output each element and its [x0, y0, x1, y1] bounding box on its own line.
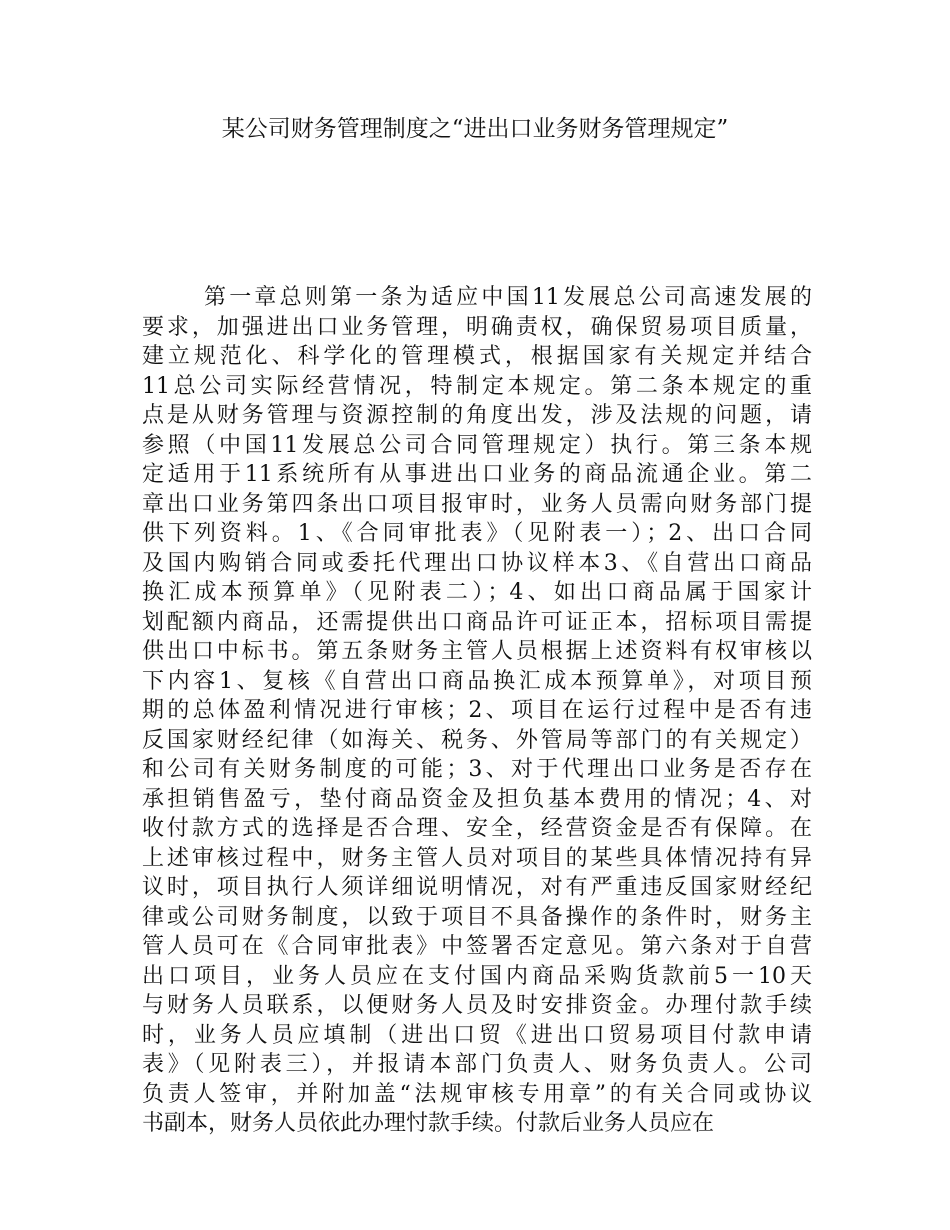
- body-line: 供出口中标书。第五条财务主管人员根据上述资料有权审核以: [142, 639, 812, 664]
- body-line: 负责人签审，并附加盖“法规审核专用章”的有关合同或协议: [142, 1081, 812, 1107]
- body-line: 管人员可在《合同审批表》中签署否定意见。第六条对于自营: [142, 934, 812, 959]
- body-line: 点是从财务管理与资源控制的角度出发，涉及法规的问题，请: [142, 403, 812, 428]
- document-title: 某公司财务管理制度之“进出口业务财务管理规定”: [221, 116, 729, 142]
- body-line: 承担销售盈亏，垫付商品资金及担负基本费用的情况；4、对: [142, 786, 812, 812]
- body-line: 11总公司实际经营情况，特制定本规定。第二条本规定的重: [142, 373, 812, 399]
- body-line: 建立规范化、科学化的管理模式，根据国家有关规定并结合: [142, 344, 812, 369]
- body-line: 律或公司财务制度，以致于项目不具备操作的条件时，财务主: [142, 904, 812, 930]
- body-line: 书副本，财务人员依此办理忖款手续。付款后业务人员应在: [142, 1111, 715, 1136]
- body-line: 及国内购销合同或委托代理出口协议样本3、《自营出口商品: [142, 550, 812, 576]
- body-line: 换汇成本预算单》（见附表二）；4、如出口商品属于国家计: [142, 580, 812, 605]
- body-line: 表》（见附表三），并报请本部门负责人、财务负责人。公司: [142, 1052, 812, 1077]
- body-line: 供下列资料。1、《合同审批表》（见附表一）；2、出口合同: [142, 521, 812, 546]
- body-line: 反国家财经纪律（如海关、税务、外管局等部门的有关规定）: [142, 727, 812, 753]
- body-line: 下内容1、复核《自营出口商品换汇成本预算单》，对项目预: [142, 668, 812, 694]
- body-line: 与财务人员联系，以便财务人员及时安排资金。办理付款手续: [142, 993, 812, 1018]
- body-line: 上述审核过程中，财务主管人员对项目的某些具体情况持有异: [142, 845, 812, 871]
- body-line: 期的总体盈利情况进行审核；2、项目在运行过程中是否有违: [142, 698, 812, 723]
- document-body: [142, 283, 812, 1139]
- body-line: 和公司有关财务制度的可能；3、对于代理出口业务是否存在: [142, 757, 812, 782]
- body-line: 时，业务人员应填制（进出口贸《进出口贸易项目付款申请: [142, 1022, 812, 1048]
- body-line: 章出口业务第四条出口项目报审时，业务人员需向财务部门提: [142, 491, 812, 517]
- body-line: 议时，项目执行人须详细说明情况，对有严重违反国家财经纪: [142, 875, 812, 900]
- body-line: 划配额内商品，还需提供出口商品许可证正本，招标项目需提: [142, 609, 812, 635]
- body-line: 参照（中国11发展总公司合同管理规定）执行。第三条本规: [142, 432, 812, 458]
- body-line: 要求，加强进出口业务管理，明确责权，确保贸易项目质量，: [142, 314, 812, 340]
- body-line: 第一章总则第一条为适应中国11发展总公司高速发展的: [204, 285, 812, 310]
- body-line: 收付款方式的选择是否合理、安全，经营资金是否有保障。在: [142, 816, 812, 841]
- body-line: 定适用于11系统所有从事进出口业务的商品流通企业。第二: [142, 462, 812, 487]
- body-line: 出口项目，业务人员应在支付国内商品采购货款前5一10天: [142, 963, 812, 989]
